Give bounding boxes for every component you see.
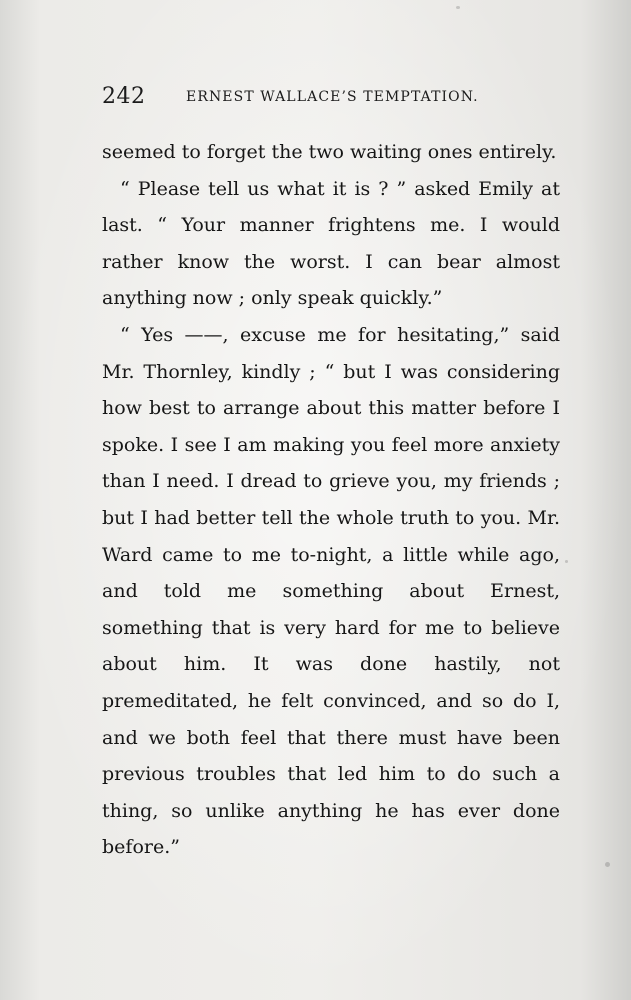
paragraph-2: “ Please tell us what it is ? ” asked Emily at last. “ Your manner frightens me. I would rather know the worst. I can bear almost anything now ; only speak quickly.” <box>102 177 560 310</box>
page-header <box>102 82 572 112</box>
paper-speck-small <box>565 560 568 563</box>
body-text <box>102 134 560 866</box>
paragraph-3: “ Yes ——, excuse me for hesitating,” said Mr. Thornley, kindly ; “ but I was considering how best to arrange about this matter before I spoke. I see I am making you feel more anxiety than I need. I dread to grieve you, my friends ; but I had better tell the whole truth to you. Mr. Ward came to me to-night, a little while ago, and told me something about Ernest, something that is very hard for me to believe about him. It was done hastily, not premeditated, he felt convinced, and so do I, and we both feel that there must have been previous troubles that led him to do such a thing, so unlike anything he has ever done before.” <box>102 323 560 859</box>
paragraph-1: seemed to forget the two waiting ones entirely. <box>102 141 557 163</box>
paper-speck-top <box>456 6 460 9</box>
page-number: 242 <box>102 84 146 109</box>
paper-speck <box>605 862 610 867</box>
running-title: ERNEST WALLACE’S TEMPTATION. <box>186 89 479 105</box>
